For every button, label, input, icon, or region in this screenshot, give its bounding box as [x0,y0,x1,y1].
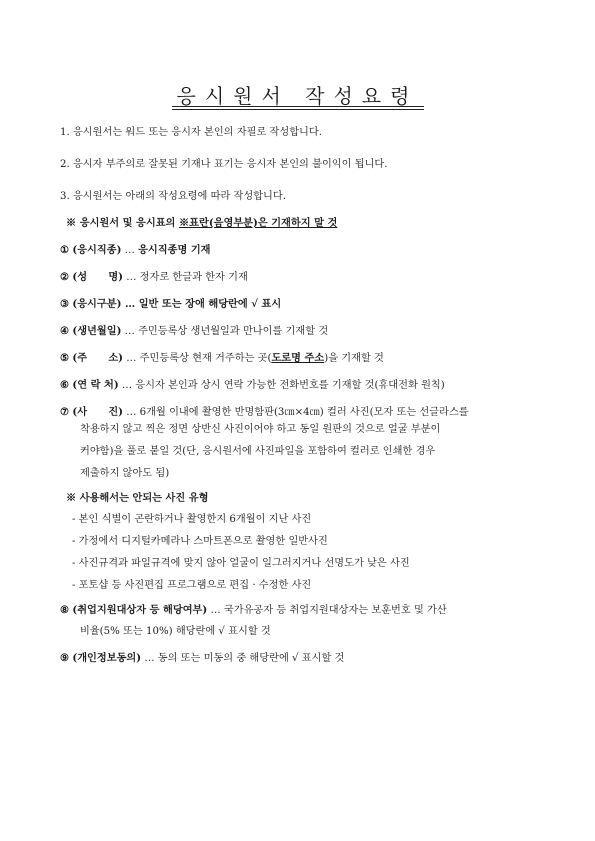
item-1-desc: … [121,245,139,256]
item-2-num: ② [60,271,70,283]
intro-line-3: 3. 응시원서는 아래의 작성요령에 따라 작성합니다. [60,191,286,202]
item-5-road-address: 도로명 주소 [271,352,325,364]
item-1-bold-desc: 응시직종명 기재 [138,244,211,256]
item-7-line-1: … 6개월 이내에 촬영한 반명함판(3㎝×4㎝) 컬러 사진(모자 또는 선글라스를 [123,407,469,418]
item-7-line-4: 제출하지 않아도 됨) [80,468,170,479]
photo-bullet-3: - 사진규격과 파일규격에 맞지 않아 얼굴이 일그러지거나 선명도가 낮은 사진 [72,558,410,569]
item-4-desc: … 주민등록상 생년월일과 만나이를 기재할 것 [121,326,329,337]
item-5-num: ⑤ [60,352,70,364]
item-8-line-1: … 국가유공자 등 취업지원대상자는 보훈번호 및 가산 [207,605,447,616]
item-5-desc-a: … 주민등록상 현재 거주하는 곳( [123,353,272,364]
title-underline [172,106,424,107]
item-2-label: (성 명) [72,271,123,283]
item-9-desc: … 동의 또는 미동의 중 해당란에 √ 표시할 것 [141,653,345,664]
item-8-label: (취업지원대상자 등 해당여부) [72,604,208,616]
title-underline-2 [172,109,424,110]
title-text: 응시원서 작성요령 [176,84,419,108]
item-7-num: ⑦ [60,406,70,418]
item-3-num: ③ [60,298,70,310]
item-1 [60,243,211,258]
item-6 [60,378,445,393]
item-1-label: (응시직종) [72,244,122,256]
item-8 [60,603,447,618]
item-6-label: (연 락 처) [72,379,119,391]
item-9-label: (개인정보동의) [72,652,142,664]
item-5-desc-c: )을 기재할 것 [324,353,384,364]
photo-bullet-1: - 본인 식별이 곤란하거나 촬영한지 6개월이 지난 사진 [72,514,312,525]
item-9 [60,651,344,666]
notice-line [66,216,337,230]
intro-line-2: 2. 응시자 부주의로 잘못된 기재나 표기는 응시자 본인의 불이익이 됩니다. [60,159,388,170]
intro-line-1: 1. 응시원서는 워드 또는 응시자 본인의 자필로 작성합니다. [60,127,322,138]
photo-section-heading: ※ 사용해서는 안되는 사진 유형 [66,492,209,504]
item-1-num: ① [60,244,70,256]
photo-bullet-4: - 포토샵 등 사진편집 프로그램으로 편집 · 수정한 사진 [72,580,312,591]
notice-underlined: ※표란(음영부분)은 기재하지 말 것 [178,217,338,229]
notice-prefix: ※ 응시원서 및 응시표의 [66,217,179,229]
item-7-line-2: 착용하지 않고 찍은 정면 상반신 사진이어야 하고 동일 원판의 것으로 얼굴 부분이 [80,424,441,435]
item-7-continuation [80,419,440,485]
item-2 [60,270,248,285]
item-8-line-2: 비율(5% 또는 10%) 해당란에 √ 표시할 것 [80,626,271,637]
item-4 [60,324,328,339]
item-2-desc: … 정자로 한글과 한자 기재 [123,272,248,283]
item-5 [60,351,384,366]
item-6-desc: … 응시자 본인과 상시 연락 가능한 전화번호를 기재할 것(휴대전화 원칙) [118,380,445,391]
item-3-label: (응시구분) [72,298,122,310]
item-6-num: ⑥ [60,379,70,391]
page-title [0,80,595,109]
item-4-num: ④ [60,325,70,337]
item-7-line-3: 커야함)을 풀로 붙일 것(단, 응시원서에 사진파일을 포함하여 컬러로 인쇄한 경우 [80,446,436,457]
item-7-label: (사 진) [72,406,123,418]
photo-bullet-2: - 가정에서 디지털카메라나 스마트폰으로 촬영한 일반사진 [72,536,328,547]
item-3 [60,297,281,312]
item-3-bold-desc: 일반 또는 장애 해당란에 √ 표시 [138,298,282,310]
item-9-num: ⑨ [60,652,70,664]
item-3-desc: … [121,298,139,310]
item-5-label: (주 소) [72,352,123,364]
item-8-num: ⑧ [60,604,70,616]
item-7 [60,405,469,420]
item-4-label: (생년월일) [72,325,122,337]
